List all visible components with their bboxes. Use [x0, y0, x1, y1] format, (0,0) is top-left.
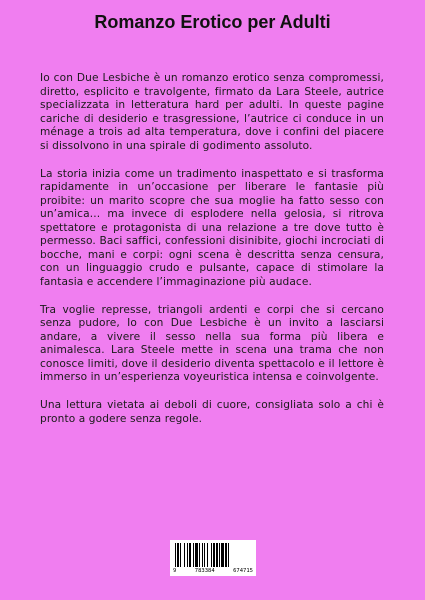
barcode-number [173, 568, 253, 574]
barcode-bar [228, 543, 229, 567]
barcode-bar [216, 543, 218, 567]
back-cover-blurb [40, 72, 384, 441]
book-title: Romanzo Erotico per Adulti [94, 12, 331, 32]
barcode-bar [207, 543, 208, 567]
barcode-bar [199, 543, 200, 567]
barcode-bar [193, 543, 194, 567]
barcode-bar [211, 543, 212, 567]
blurb-paragraph-4: Una lettura vietata ai deboli di cuore, consigliata solo a chi è pronto a godere senza regole. [40, 399, 384, 425]
isbn-barcode [170, 540, 256, 576]
barcode-bar [175, 543, 176, 567]
barcode-digit-group-2: 783384 [194, 568, 215, 574]
barcode-bar [195, 543, 198, 567]
barcode-bar [204, 543, 205, 567]
barcode-bar [219, 543, 220, 567]
barcode-bar [202, 543, 203, 567]
barcode-digit-group-1: 9 [173, 568, 177, 574]
barcode-bar [189, 543, 191, 567]
barcode-bar [177, 543, 179, 567]
blurb-paragraph-1: Io con Due Lesbiche è un romanzo erotico senza compromessi, diretto, esplicito e travolgente, firmato da Lara Steele, autrice specializzata in letteratura hard per adulti. In queste pagine cariche di desiderio e trasgressione, l’autrice ci conduce in un ménage a trois ad alta temperatura, dove i confini del piacere si dissolvono in una spirale di godimento assoluto. [40, 72, 384, 152]
barcode-bar [221, 543, 224, 567]
barcode-bar [180, 543, 181, 567]
blurb-paragraph-3: Tra voglie represse, triangoli ardenti e corpi che si cercano senza pudore, Io con Due Lesbiche è un invito a lasciarsi andare, a vivere il sesso nella sua forma più libera e animalesca. Lara Steele mette in scena una trama che non conosce limiti, dove il desiderio diventa spettacolo e il lettore è immerso in un’esperienza voyeuristica intensa e coinvolgente. [40, 303, 384, 383]
barcode-digit-group-3: 674715 [233, 568, 253, 574]
barcode-bar [225, 543, 227, 567]
blurb-paragraph-2: La storia inizia come un tradimento inaspettato e si trasforma rapidamente in un’occasione per liberare le fantasie più proibite: un marito scopre che sua moglie ha fatto sesso con un’amica… ma invece di esplodere nella gelosia, si ritrova spettatore e protagonista di una relazione a tre dove tutto è permesso. Baci saffici, confessioni disinibite, giochi incrociati di bocche, mani e corpi: ogni scena è descritta senza censura, con un linguaggio crudo e pulsante, capace di stimolare la fantasia e accendere l’immaginazione più audace. [40, 167, 384, 288]
barcode-bars [173, 543, 253, 567]
barcode-bar [213, 543, 215, 567]
barcode-bar [184, 543, 185, 567]
barcode-bar [187, 543, 188, 567]
